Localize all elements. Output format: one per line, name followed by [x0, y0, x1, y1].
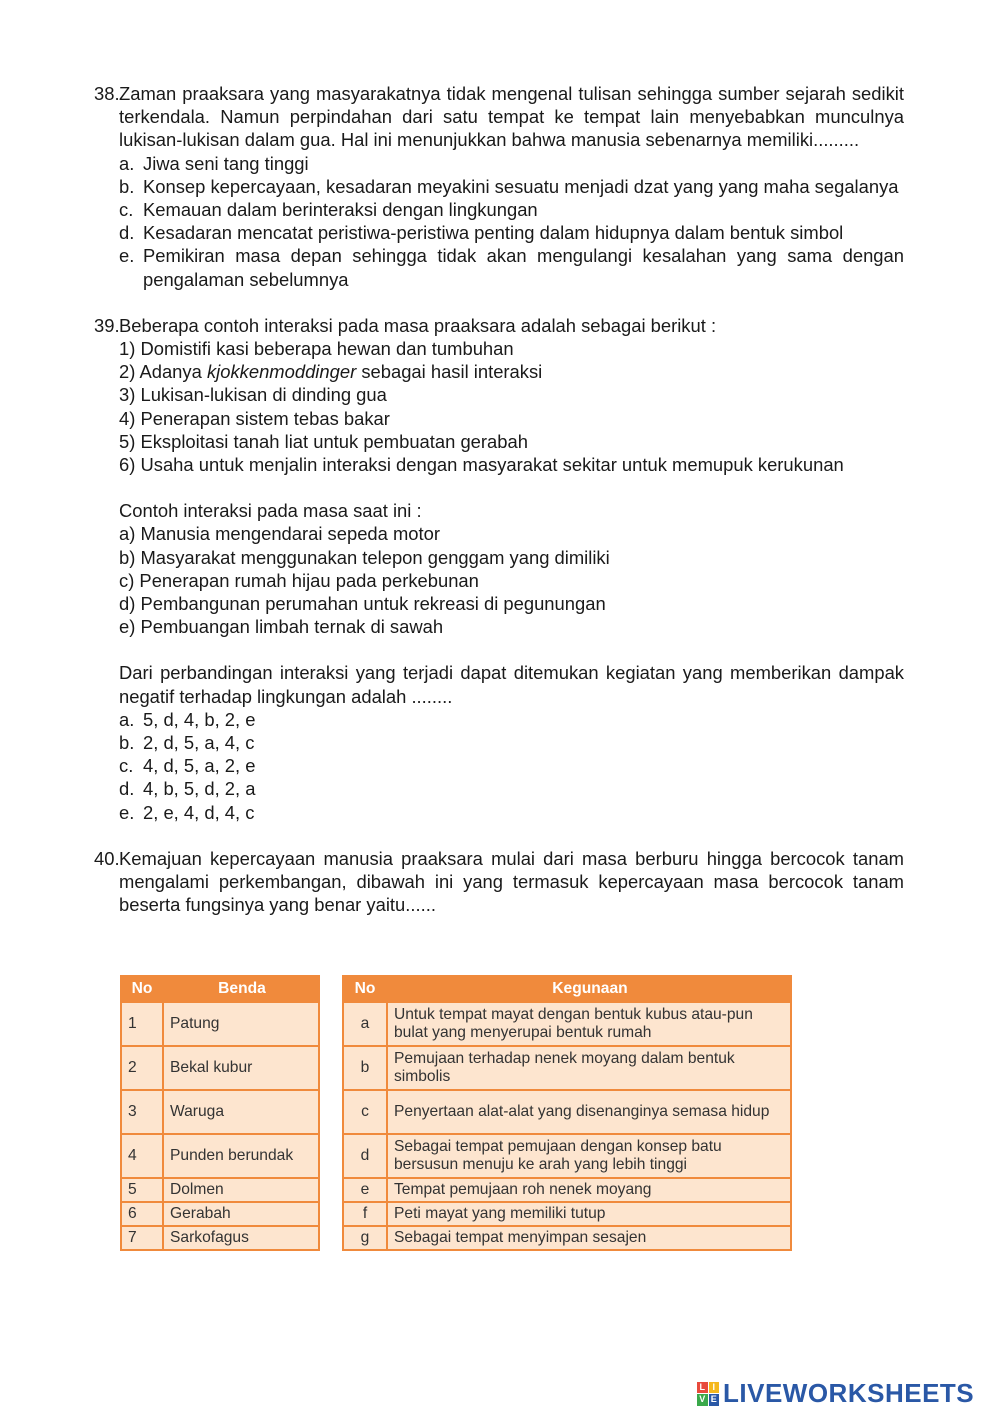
table-row: 2 Bekal kubur: [120, 1047, 320, 1091]
table-benda: [120, 975, 320, 1251]
table-row: d Sebagai tempat pemujaan dengan konsep batu bersusun menuju ke arah yang lebih tinggi: [342, 1135, 792, 1179]
option-d[interactable]: d. 4, b, 5, d, 2, a: [119, 778, 256, 800]
question-38: [94, 82, 904, 291]
header-no: No: [120, 975, 164, 1003]
table-row: 1 Patung: [120, 1003, 320, 1047]
table-row: g Sebagai tempat menyimpan sesajen: [342, 1227, 792, 1251]
present-item: a) Manusia mengendarai sepeda motor: [119, 523, 441, 545]
past-item: 2) Adanya kjokkenmoddinger sebagai hasil interaksi: [119, 361, 543, 383]
option-a[interactable]: a. 5, d, 4, b, 2, e: [119, 708, 256, 730]
past-item: 6) Usaha untuk menjalin interaksi dengan masyarakat sekitar untuk memupuk kerukunan: [119, 454, 844, 476]
table-row: 6 Gerabah: [120, 1203, 320, 1227]
table-row: 7 Sarkofagus: [120, 1227, 320, 1251]
table-row: f Peti mayat yang memiliki tutup: [342, 1203, 792, 1227]
table-row: b Pemujaan terhadap nenek moyang dalam bentuk simbolis: [342, 1047, 792, 1091]
question-40-tables: [120, 975, 800, 1255]
option-e[interactable]: e. Pemikiran masa depan sehingga tidak akan mengulangi kesalahan yang sama dengan pengalaman sebelumnya: [119, 245, 904, 290]
option-b[interactable]: b. 2, d, 5, a, 4, c: [119, 732, 255, 754]
question-39: [94, 314, 904, 824]
past-item: 4) Penerapan sistem tebas bakar: [119, 407, 390, 429]
table-row: e Tempat pemujaan roh nenek moyang: [342, 1179, 792, 1203]
table-row: 3 Waruga: [120, 1091, 320, 1135]
question-number: 40.: [94, 847, 120, 869]
header-no: No: [342, 975, 388, 1003]
past-item: 1) Domistifi kasi beberapa hewan dan tumbuhan: [119, 338, 514, 360]
option-c[interactable]: c. 4, d, 5, a, 2, e: [119, 755, 256, 777]
option-c[interactable]: c. Kemauan dalam berinteraksi dengan lingkungan: [119, 199, 538, 221]
question-39-options: [94, 708, 904, 824]
question-40-stem: [94, 847, 904, 917]
question-39-stem: [94, 314, 904, 337]
table-row: 5 Dolmen: [120, 1179, 320, 1203]
present-item: e) Pembuangan limbah ternak di sawah: [119, 616, 444, 638]
option-b[interactable]: b. Konsep kepercayaan, kesadaran meyakini sesuatu menjadi dzat yang yang maha segalanya: [119, 175, 899, 197]
question-38-stem: [94, 82, 904, 152]
table-row: 4 Punden berundak: [120, 1135, 320, 1179]
question-text: Kemajuan kepercayaan manusia praaksara mulai dari masa berburu hingga bercocok tanam mengalami perkembangan, dibawah ini yang termasuk kepercayaan masa bercocok tanam beserta fungsinya yang benar yaitu......: [119, 847, 904, 916]
question-text: Beberapa contoh interaksi pada masa praaksara adalah sebagai berikut :: [119, 314, 717, 336]
table-row: c Penyertaan alat-alat yang disenanginya semasa hidup: [342, 1091, 792, 1135]
table-kegunaan: [342, 975, 792, 1251]
table-row: a Untuk tempat mayat dengan bentuk kubus atau-pun bulat yang menyerupai bentuk rumah: [342, 1003, 792, 1047]
present-item: d) Pembangunan perumahan untuk rekreasi di pegunungan: [119, 593, 606, 615]
question-text: Zaman praaksara yang masyarakatnya tidak mengenal tulisan sehingga sumber sejarah sedikit terkendala. Namun perpindahan dari satu tempat ke tempat lain menyebabkan munculnya lukisan-lukisan dalam gua. Hal ini menunjukkan bahwa manusia sebenarnya memiliki.........: [119, 83, 904, 151]
option-a[interactable]: a. Jiwa seni tang tinggi: [119, 152, 309, 174]
past-item: 3) Lukisan-lukisan di dinding gua: [119, 384, 387, 406]
question-number: 38.: [94, 83, 120, 104]
worksheet: [94, 82, 904, 917]
header-benda: Benda: [164, 975, 320, 1003]
present-item: b) Masyarakat menggunakan telepon genggam yang dimiliki: [119, 546, 610, 568]
liveworksheets-logo: [697, 1378, 974, 1409]
question-40: [94, 847, 904, 917]
logo-mark-icon: L I V E: [697, 1382, 719, 1406]
past-item: 5) Eksploitasi tanah liat untuk pembuatan gerabah: [119, 430, 528, 452]
header-kegunaan: Kegunaan: [388, 975, 792, 1003]
logo-text: LIVEWORKSHEETS: [723, 1378, 975, 1408]
question-38-options: [94, 152, 904, 291]
question-39-prompt: Dari perbandingan interaksi yang terjadi dapat ditemukan kegiatan yang memberikan dampak negatif terhadap lingkungan adalah ........: [119, 662, 904, 707]
option-e[interactable]: e. 2, e, 4, d, 4, c: [119, 801, 255, 823]
present-intro: Contoh interaksi pada masa saat ini :: [119, 500, 422, 522]
question-number: 39.: [94, 314, 120, 336]
option-d[interactable]: d. Kesadaran mencatat peristiwa-peristiwa penting dalam hidupnya dalam bentuk simbol: [119, 222, 844, 244]
present-item: c) Penerapan rumah hijau pada perkebunan: [119, 569, 479, 591]
